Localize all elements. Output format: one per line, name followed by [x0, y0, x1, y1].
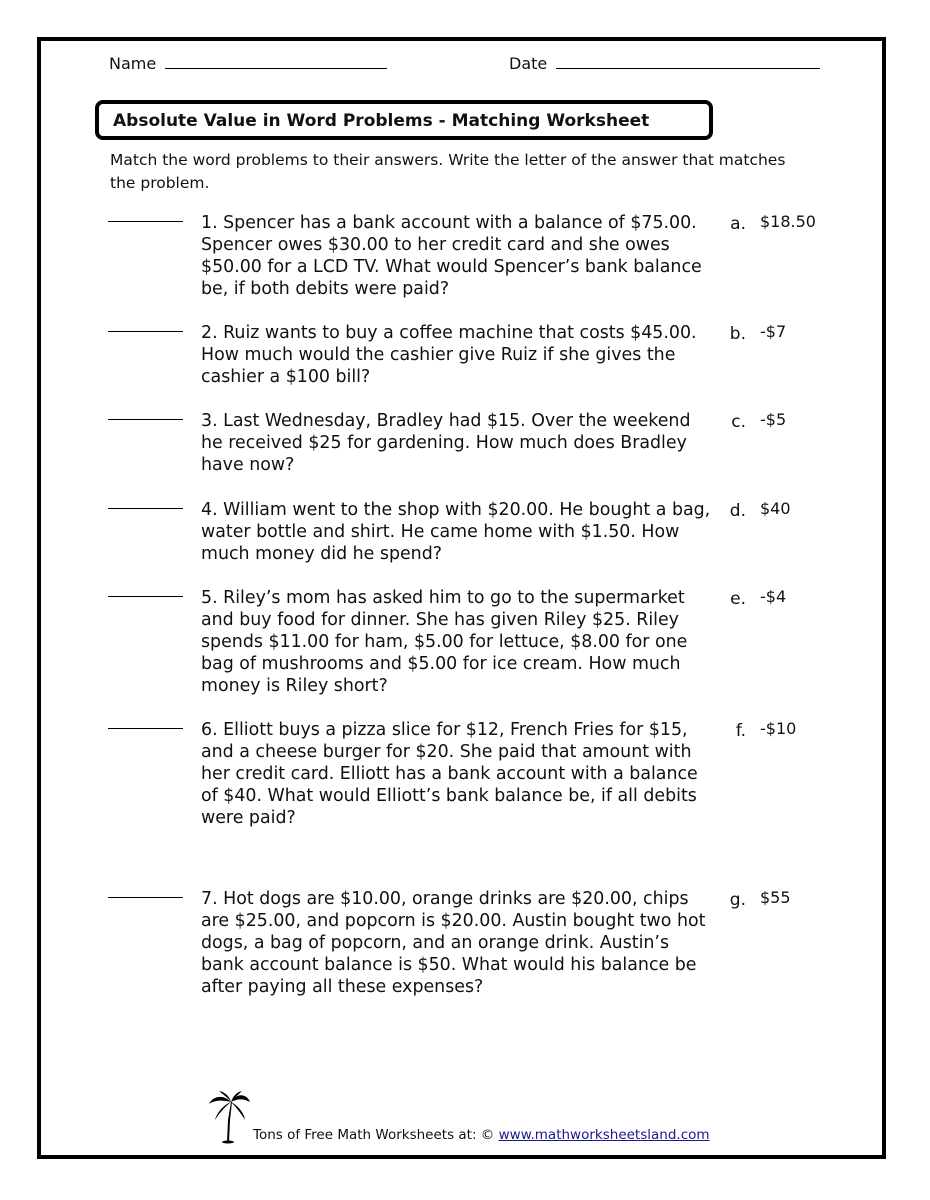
- answer-blank-4[interactable]: [108, 508, 183, 509]
- problem-text-5: 5. Riley’s mom has asked him to go to the supermarket and buy food for dinner. She has given Riley $25. Riley spends $11.00 for ham, $5.00 for lettuce, $8.00 for one bag of mushrooms and $5.00 for ice cream. How much money is Riley short?: [201, 588, 688, 696]
- answer-value-f: -$10: [760, 719, 797, 738]
- answer-letter-b: b.: [729, 324, 746, 344]
- problem-text-1: 1. Spencer has a bank account with a balance of $75.00. Spencer owes $30.00 to her credit card and she owes $50.00 for a LCD TV. What would Spencer’s bank balance be, if both debits were paid?: [201, 213, 702, 299]
- answer-value-c: -$5: [760, 410, 787, 429]
- answer-letter-f: f.: [735, 721, 746, 741]
- problem-text-3: 3. Last Wednesday, Bradley had $15. Over the weekend he received $25 for gardening. How much does Bradley have now?: [201, 411, 691, 475]
- name-blank-line[interactable]: [165, 54, 387, 69]
- answer-value-b: -$7: [760, 322, 787, 341]
- palm-tree-icon: [207, 1090, 251, 1148]
- answer-blank-5[interactable]: [108, 596, 183, 597]
- answer-letter-e: e.: [730, 589, 746, 609]
- answer-value-d: $40: [760, 499, 791, 518]
- answer-letter-c: c.: [731, 412, 746, 432]
- footer: [207, 1090, 767, 1150]
- answer-letter-a: a.: [730, 214, 746, 234]
- title-box: [95, 100, 713, 140]
- name-field: [109, 54, 387, 73]
- date-blank-line[interactable]: [556, 54, 820, 69]
- instructions: Match the word problems to their answers. Write the letter of the answer that matches the problem.: [110, 151, 786, 192]
- answer-blank-7[interactable]: [108, 897, 183, 898]
- answer-letter-g: g.: [729, 890, 746, 910]
- answer-value-g: $55: [760, 888, 791, 907]
- answer-blank-6[interactable]: [108, 728, 183, 729]
- answer-value-a: $18.50: [760, 212, 816, 231]
- answer-blank-2[interactable]: [108, 331, 183, 332]
- problem-text-2: 2. Ruiz wants to buy a coffee machine that costs $45.00. How much would the cashier give Ruiz if she gives the cashier a $100 bill?: [201, 323, 697, 387]
- date-field: [509, 54, 820, 73]
- footer-caption: Tons of Free Math Worksheets at: ©: [253, 1127, 495, 1143]
- answer-blank-1[interactable]: [108, 221, 183, 222]
- problem-text-4: 4. William went to the shop with $20.00. He bought a bag, water bottle and shirt. He came home with $1.50. How much money did he spend?: [201, 500, 711, 564]
- answer-value-e: -$4: [760, 587, 787, 606]
- date-label: Date: [509, 54, 548, 73]
- name-label: Name: [109, 54, 157, 73]
- answer-letter-d: d.: [729, 501, 746, 521]
- problem-text-7: 7. Hot dogs are $10.00, orange drinks are $20.00, chips are $25.00, and popcorn is $20.00. Austin bought two hot dogs, a bag of popcorn, and an orange drink. Austin’s bank account balance is $50. What would his balance be after paying all these expenses?: [201, 889, 706, 997]
- footer-text: [253, 1127, 710, 1143]
- problem-text-6: 6. Elliott buys a pizza slice for $12, French Fries for $15, and a cheese burger for $20. She paid that amount with her credit card. Elliott has a bank account with a balance of $40. What would Elliott’s bank balance be, if all debits were paid?: [201, 720, 698, 828]
- footer-link[interactable]: www.mathworksheetsland.com: [498, 1127, 710, 1143]
- worksheet-title: Absolute Value in Word Problems - Matching Worksheet: [113, 111, 650, 131]
- answer-blank-3[interactable]: [108, 419, 183, 420]
